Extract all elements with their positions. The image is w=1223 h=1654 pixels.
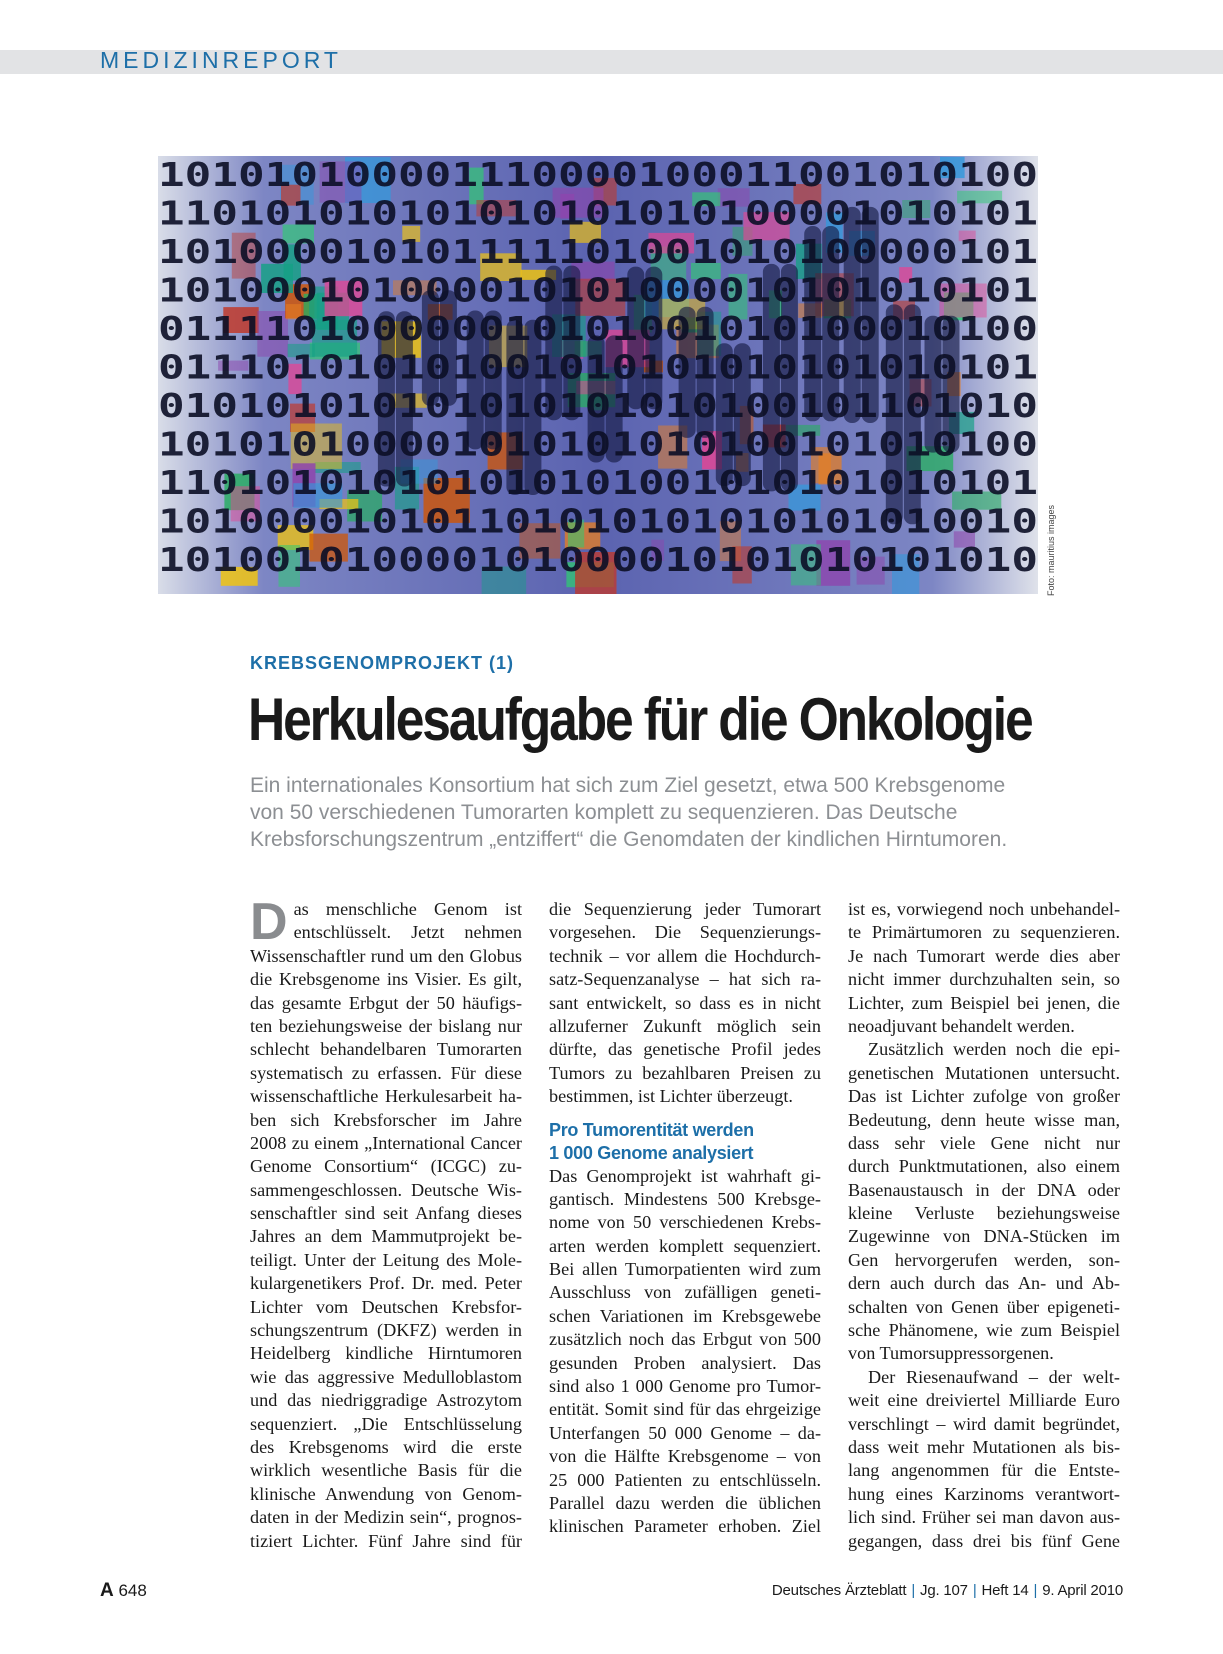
body-text-line: tiziert Lichter. Fünf Jahre sind für bbox=[250, 1530, 522, 1551]
binary-row: 101010100001010101010100101010100 bbox=[158, 424, 1038, 464]
body-text-line: von die Hälfte Krebsgenome – von bbox=[549, 1446, 821, 1467]
body-text-line: und das niedriggradige Astrozytom bbox=[250, 1390, 522, 1411]
body-text-line: kleine Verluste beziehungsweise bbox=[848, 1203, 1120, 1224]
body-text-line: schungszentrum (DKFZ) werden in bbox=[250, 1320, 522, 1341]
footer-separator: | bbox=[1033, 1582, 1038, 1599]
body-text-line: wirklich wesentliche Basis für die bbox=[250, 1460, 522, 1481]
page-number-value: 648 bbox=[118, 1581, 147, 1600]
journal-issue: Heft 14 bbox=[981, 1582, 1029, 1599]
body-text-line: gesunden Proben analysiert. Das bbox=[549, 1352, 821, 1373]
body-text-line: Heidelberg kindliche Hirntumoren bbox=[250, 1343, 522, 1364]
body-text-line: verschlingt – wird damit begründet, bbox=[848, 1413, 1120, 1434]
article-kicker: KREBSGENOMPROJEKT (1) bbox=[250, 653, 515, 673]
body-text-line: von Tumorsuppressorgenen. bbox=[848, 1343, 1054, 1364]
binary-row: 101000010101111101001010100000101 bbox=[158, 232, 1038, 271]
body-text-line: sammengeschlossen. Deutsche Wis- bbox=[250, 1179, 522, 1200]
body-text-line: 2008 zu einem „International Cancer bbox=[250, 1132, 522, 1153]
body-text-line: wie das aggressive Medulloblastom bbox=[250, 1366, 522, 1387]
body-text-line: gegangen, dass drei bis fünf Gene bbox=[848, 1530, 1120, 1551]
journal-name: Deutsches Ärzteblatt bbox=[771, 1582, 907, 1599]
article-column-3 bbox=[848, 898, 1120, 1553]
body-text-line: Wissenschaftler rund um den Globus bbox=[250, 945, 522, 966]
body-text-line: neoadjuvant behandelt werden. bbox=[848, 1015, 1075, 1036]
section-label: MEDIZINREPORT bbox=[100, 47, 342, 73]
body-text-line: dürfte, das genetische Profil jedes bbox=[549, 1039, 821, 1060]
binary-row: 110101010101010101010100001010101 bbox=[158, 193, 1038, 233]
body-text-line: durch Punktmutationen, also einem bbox=[848, 1156, 1120, 1177]
lead-line: Krebsforschungszentrum „entziffert“ die Genomdaten der kindlichen Hirntumoren. bbox=[250, 828, 1008, 851]
body-text-line: die Sequenzierung jeder Tumorart bbox=[549, 899, 821, 919]
body-text-line: hung eines Karzinoms verantwort- bbox=[848, 1483, 1120, 1504]
body-text-line: systematisch zu erfassen. Für diese bbox=[250, 1062, 522, 1083]
body-text-line: Unterfangen 50 000 Genome – da- bbox=[549, 1422, 821, 1443]
body-text-line: schlecht behandelbaren Tumorarten bbox=[250, 1039, 522, 1060]
body-text-line: dern auch durch das An- und Ab- bbox=[848, 1273, 1120, 1294]
body-text-line: ten beziehungsweise der bislang nur bbox=[250, 1015, 522, 1036]
body-text-line: zusätzlich noch das Erbgut von 500 bbox=[549, 1329, 821, 1350]
body-text-line: arten werden komplett sequenziert. bbox=[549, 1235, 821, 1256]
body-text-line: entschlüsselt. Jetzt nehmen bbox=[293, 922, 522, 943]
binary-row: 101001010000101000010101010101010 bbox=[158, 540, 1038, 579]
body-text-line: senschaftler sind seit Anfang dieses bbox=[250, 1203, 522, 1224]
body-text-line: gantisch. Mindestens 500 Krebsge- bbox=[549, 1188, 821, 1209]
body-text-line: Das Genomprojekt ist wahrhaft gi- bbox=[549, 1165, 821, 1186]
body-text-line: schalten von Genen über epigeneti- bbox=[848, 1296, 1120, 1317]
subheading-line: 1 000 Genome analysiert bbox=[549, 1142, 754, 1163]
body-text-line: Bei allen Tumorpatienten wird zum bbox=[549, 1259, 821, 1280]
binary-chromosome-image bbox=[158, 156, 1038, 594]
binary-row: 110101010101010101001010101010101 bbox=[158, 463, 1038, 502]
body-text-line: Parallel dazu werden die üblichen bbox=[549, 1492, 821, 1513]
binary-row: 011110100000010101001010100010100 bbox=[158, 309, 1038, 348]
footer-separator: | bbox=[911, 1582, 916, 1599]
binary-row: 101000101000010101000010101010101 bbox=[158, 270, 1038, 310]
lead-line: von 50 verschiedenen Tumorarten komplett zu sequenzieren. Das Deutsche bbox=[250, 801, 958, 824]
page-number bbox=[100, 1580, 147, 1602]
body-text-line: klinische Anwendung von Genom- bbox=[250, 1483, 522, 1504]
body-text-line: ist es, vorwiegend noch unbehandel- bbox=[848, 899, 1120, 919]
body-text-line: Basenaustausch in der DNA oder bbox=[848, 1179, 1120, 1200]
body-text-line: sche Phänomene, wie zum Beispiel bbox=[848, 1320, 1120, 1341]
body-text-line: Der Riesenaufwand – der welt- bbox=[868, 1366, 1120, 1387]
body-text-line: Bedeutung, denn heute wisse man, bbox=[848, 1109, 1120, 1130]
article-lead bbox=[250, 772, 1110, 853]
article-subheading bbox=[549, 1119, 821, 1165]
body-text-line: lich sind. Früher sei man davon aus- bbox=[848, 1507, 1120, 1528]
binary-row: 101000010101101010101010101010010 bbox=[158, 501, 1038, 541]
journal-volume: Jg. 107 bbox=[920, 1582, 968, 1599]
body-text-line: des Krebsgenoms wird die erste bbox=[250, 1436, 522, 1457]
body-text-line: sant entwickelt, so dass es in nicht bbox=[549, 992, 821, 1013]
body-text-line: Tumors zu bezahlbaren Preisen zu bbox=[549, 1062, 821, 1083]
body-text-line: weit eine dreiviertel Milliarde Euro bbox=[848, 1390, 1120, 1411]
body-text-line: te Primärtumoren zu sequenzieren. bbox=[848, 922, 1120, 943]
body-text-line: kulargenetikers Prof. Dr. med. Peter bbox=[250, 1273, 522, 1294]
body-text-line: Zusätzlich werden noch die epi- bbox=[868, 1039, 1120, 1060]
journal-footer bbox=[772, 1582, 1123, 1599]
body-text-line: Zugewinne von DNA-Stücken im bbox=[848, 1226, 1120, 1247]
body-text-line: Lichter vom Deutschen Krebsfor- bbox=[250, 1296, 522, 1317]
body-text-line: Jahres an dem Mammutprojekt be- bbox=[250, 1226, 522, 1247]
photo-credit: Foto: mauritius images bbox=[1046, 504, 1056, 596]
body-text-line: entität. Somit sind für das ehrgeizige bbox=[549, 1399, 821, 1420]
body-text-line: dass sehr viele Gene nicht nur bbox=[848, 1132, 1120, 1153]
subheading-line: Pro Tumorentität werden bbox=[549, 1119, 754, 1140]
body-text-line: genetischen Mutationen untersucht. bbox=[848, 1062, 1120, 1083]
body-text-line: das gesamte Erbgut der 50 häufigs- bbox=[250, 992, 522, 1013]
footer-separator: | bbox=[972, 1582, 977, 1599]
body-text-line: 25 000 Patienten zu entschlüsseln. bbox=[549, 1469, 821, 1490]
body-text-line: Genome Consortium“ (ICGC) zu- bbox=[250, 1156, 522, 1177]
article-headline: Herkulesaufgabe für die Onkologie bbox=[248, 686, 1032, 753]
body-text-line: dass weit mehr Mutationen als bis- bbox=[848, 1436, 1120, 1457]
body-text-line: nicht immer durchzuhalten sein, so bbox=[848, 969, 1120, 990]
binary-row: 011101010101001010101010101010101 bbox=[158, 347, 1038, 387]
article-column-1 bbox=[250, 893, 522, 1553]
body-text-line: daten in der Medizin sein“, prognos- bbox=[250, 1507, 522, 1528]
journal-date: 9. April 2010 bbox=[1042, 1582, 1123, 1599]
body-text-line: teiligt. Unter der Leitung des Mole- bbox=[250, 1249, 522, 1270]
body-text-line: Gen hervorgerufen werden, son- bbox=[848, 1249, 1120, 1270]
drop-cap: D bbox=[250, 893, 288, 951]
hero-image bbox=[158, 156, 1038, 594]
binary-row: 101010100001110000100011001010100 bbox=[158, 156, 1038, 194]
body-text-line: Lichter, zum Beispiel bei jenen, die bbox=[848, 992, 1120, 1013]
body-text-line: die Krebsgenome ins Visier. Es gilt, bbox=[250, 969, 522, 990]
body-text-line: lang angenommen für die Entste- bbox=[848, 1460, 1120, 1481]
body-text-line: satz-Sequenzanalyse – hat sich ra- bbox=[549, 969, 821, 990]
page-prefix: A bbox=[100, 1580, 114, 1601]
body-text-line: Ausschluss von zufälligen geneti- bbox=[549, 1282, 821, 1303]
body-text-line: Das ist Lichter zufolge von großer bbox=[848, 1086, 1120, 1107]
body-text-line: technik – vor allem die Hochdurch- bbox=[549, 945, 821, 966]
body-text-line: vorgesehen. Die Sequenzierungs- bbox=[549, 922, 821, 943]
body-text-line: bestimmen, ist Lichter überzeugt. bbox=[549, 1086, 793, 1107]
binary-row: 010101010101010101010100101101010 bbox=[158, 386, 1038, 425]
body-text-line: klinischen Parameter erhoben. Ziel bbox=[549, 1516, 821, 1537]
body-text-line: schen Variationen im Krebsgewebe bbox=[549, 1305, 821, 1326]
body-text-line: sind also 1 000 Genome pro Tumor- bbox=[549, 1376, 821, 1397]
body-text-line: nome von 50 verschiedenen Krebs- bbox=[549, 1212, 821, 1233]
body-text-line: as menschliche Genom ist bbox=[293, 899, 522, 919]
body-text-line: allzuferner Zukunft möglich sein bbox=[549, 1015, 821, 1036]
article-column-2 bbox=[549, 898, 821, 1539]
lead-line: Ein internationales Konsortium hat sich zum Ziel gesetzt, etwa 500 Krebsgenome bbox=[250, 774, 1006, 797]
body-text-line: Je nach Tumorart werde dies aber bbox=[848, 945, 1120, 966]
body-text-line: wissenschaftliche Herkulesarbeit ha- bbox=[250, 1086, 522, 1107]
body-text-line: ben sich Krebsforscher im Jahre bbox=[250, 1109, 522, 1130]
body-text-line: sequenziert. „Die Entschlüsselung bbox=[250, 1413, 522, 1434]
